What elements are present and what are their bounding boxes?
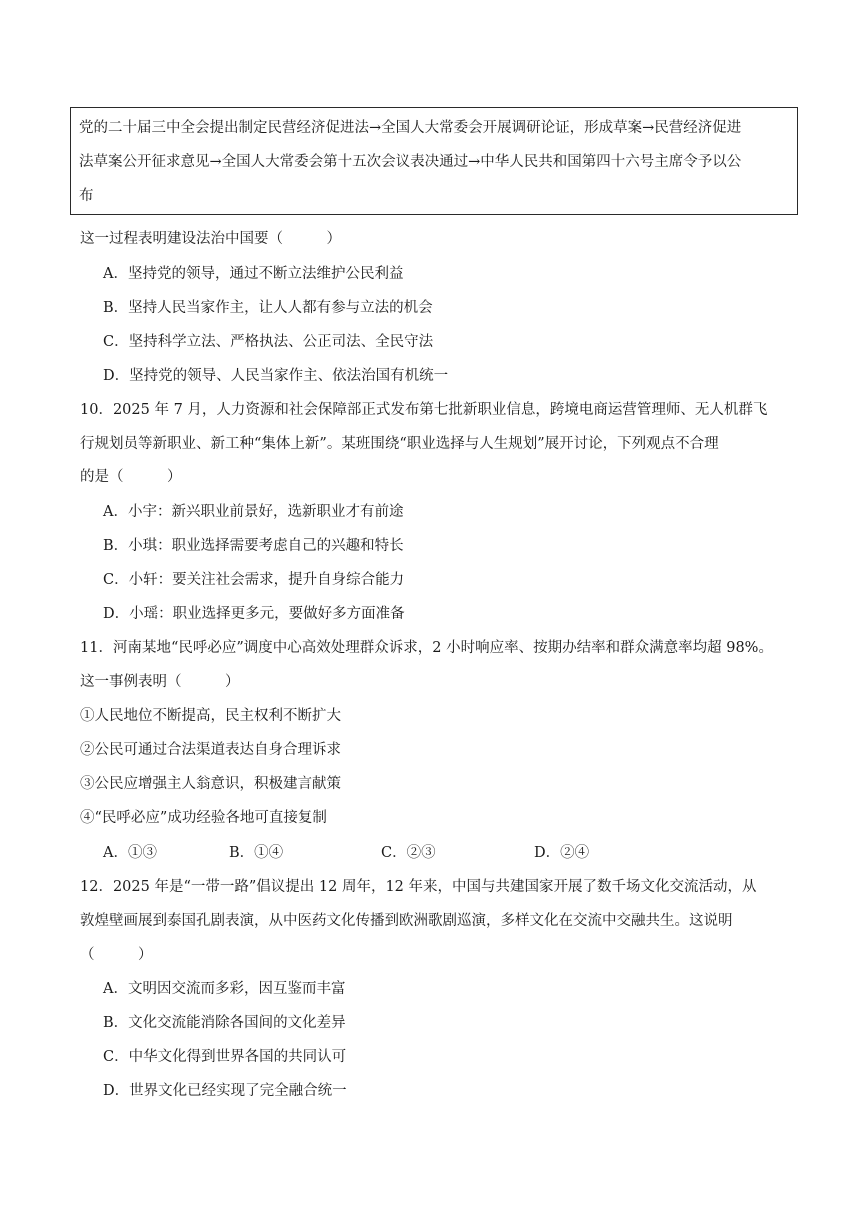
question-10-option-d: D．小瑶：职业选择更多元，要做好多方面准备 [103,606,405,622]
question-12-stem-line: （ ） [80,947,153,963]
question-12-option-a: A．文明因交流而多彩，因互鉴而丰富 [103,981,346,997]
question-10-option-a: A．小宇：新兴职业前景好，选新职业才有前途 [103,504,404,520]
question-12-option-b: B．文化交流能消除各国间的文化差异 [103,1015,346,1031]
question-11-option-d: D．②④ [534,845,590,861]
question-11-stem-line: 这一事例表明（ ） [80,674,240,690]
question-11-stem-line: 11．河南某地“民呼必应”调度中心高效处理群众诉求，2 小时响应率、按期办结率和群众满意率均超 98%。 [80,640,773,656]
question-10-option-b: B．小琪：职业选择需要考虑自己的兴趣和特长 [103,538,404,554]
question-12-option-c: C．中华文化得到世界各国的共同认可 [103,1049,347,1065]
question-10-stem-line: 行规划员等新职业、新工种“集体上新”。某班围绕“职业选择与人生规划”展开讨论，下列观点不合理 [80,436,719,452]
question-10-stem-line: 的是（ ） [80,469,182,485]
question-9-option-c: C．坚持科学立法、严格执法、公正司法、全民守法 [103,334,434,350]
question-9-stem: 这一过程表明建设法治中国要（ ） [80,231,341,247]
material-line: 法草案公开征求意见→全国人大常委会第十五次会议表决通过→中华人民共和国第四十六号主席令予以公 [79,154,742,170]
question-11-statement: ②公民可通过合法渠道表达自身合理诉求 [80,742,341,758]
question-11-options [103,843,663,865]
question-9-option-a: A．坚持党的领导，通过不断立法维护公民利益 [103,266,404,282]
material-line: 布 [79,188,94,204]
question-9-option-d: D．坚持党的领导、人民当家作主、依法治国有机统一 [103,368,449,384]
question-12-stem-line: 12．2025 年是“一带一路”倡议提出 12 周年，12 年来，中国与共建国家开展了数千场文化交流活动，从 [80,879,757,895]
question-11-statement: ④“民呼必应”成功经验各地可直接复制 [80,810,327,826]
question-10-option-c: C．小轩：要关注社会需求，提升自身综合能力 [103,572,405,588]
material-line: 党的二十届三中全会提出制定民营经济促进法→全国人大常委会开展调研论证，形成草案→民营经济促进 [79,120,742,136]
question-11-option-c: C．②③ [381,845,436,861]
question-11-statement: ③公民应增强主人翁意识，积极建言献策 [80,776,341,792]
question-9-option-b: B．坚持人民当家作主，让人人都有参与立法的机会 [103,300,433,316]
question-11-option-b: B．①④ [229,845,284,861]
material-box [70,107,798,215]
question-12-option-d: D．世界文化已经实现了完全融合统一 [103,1083,347,1099]
question-11-statement: ①人民地位不断提高，民主权利不断扩大 [80,708,341,724]
question-11-option-a: A．①③ [103,845,157,861]
question-10-stem-line: 10．2025 年 7 月，人力资源和社会保障部正式发布第七批新职业信息，跨境电商运营管理师、无人机群飞 [80,402,768,418]
question-12-stem-line: 敦煌壁画展到泰国孔剧表演，从中医药文化传播到欧洲歌剧巡演，多样文化在交流中交融共生。这说明 [80,913,733,929]
